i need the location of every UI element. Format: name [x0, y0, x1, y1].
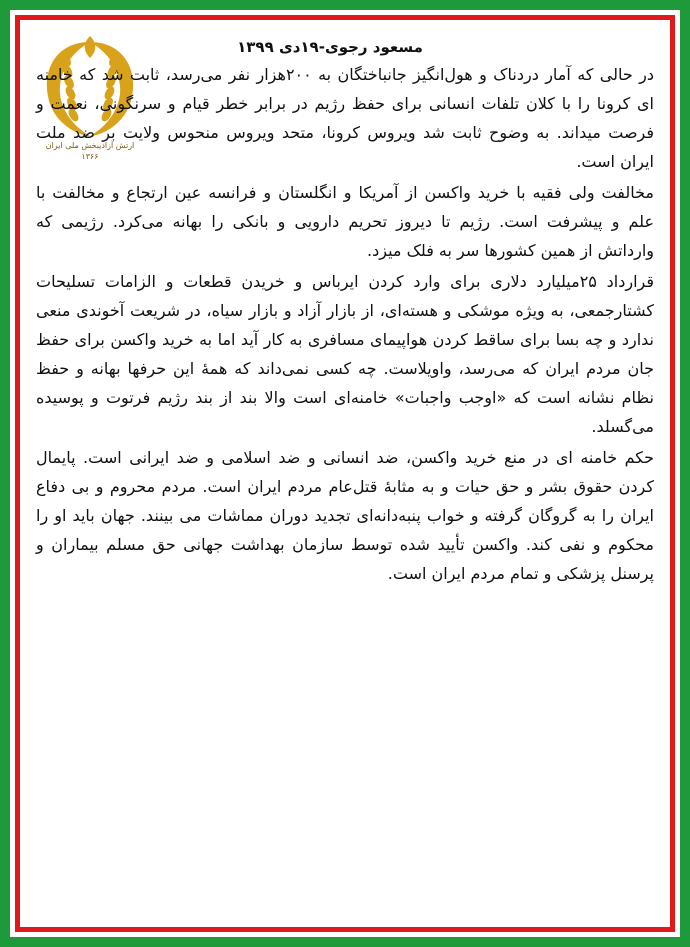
- paragraph: حکم خامنه ای در منع خرید واکسن، ضد انسانی و ضد اسلامی و ضد ایرانی است. پایمال کردن حقوق بشر و حق حیات و به مثابهٔ قتل‌عام مردم ایران است. مردم محروم و بی دفاع ایران را به گروگان گرفته و خواب پنبه‌دانه‌ای تجدید دوران مماشات می بینند. جهان باید او را محکوم و نفی کند. واکسن تأیید شده توسط سازمان بهداشت جهانی حق مسلم بیماران و پرسنل پزشکی و تمام مردم ایران است.: [36, 448, 654, 583]
- frame-green-right: [680, 0, 690, 947]
- paragraph: در حالی که آمار دردناک و هول‌انگیز جانباختگان به ۲۰۰هزار نفر می‌رسد، ثابت شد که خامنه ای کرونا را با کلان تلفات انسانی برای حفظ رژیم در برابر خطر قیام و سرنگونی، نعمت و فرصت میداند. به وضوح ثابت شد ویروس کرونا، متحد ویروس منحوس ولایت بر ضد ملت ایران است.: [36, 65, 654, 171]
- logo-caption-name: ارتش آزادیبخش ملی ایران: [45, 141, 135, 150]
- wreath-top-leaf: [85, 36, 96, 58]
- statement-body: [36, 60, 654, 588]
- paragraph: مخالفت ولی فقیه با خرید واکسن از آمریکا و انگلستان و فرانسه عین ارتجاع و مخالفت با علم و پیشرفت است. رژیم تا دیروز تحریم دارویی و بانکی را بهانه می‌کرد. رژیمی که وارداتش از همین کشورها سر به فلک میزد.: [36, 183, 654, 260]
- frame-green-bottom: [0, 937, 690, 947]
- frame-green-left: [0, 0, 10, 947]
- statement-title: مسعود رجوی-۱۹دی ۱۳۹۹: [237, 38, 423, 56]
- frame-green-top: [0, 0, 690, 10]
- statement-panel: [20, 20, 670, 927]
- logo-caption-year: ۱۳۶۶: [81, 152, 99, 161]
- paragraph: قرارداد ۲۵میلیارد دلاری برای وارد کردن ایرباس و خریدن قطعات و الزامات تسلیحات کشتارجمعی، به ویژه موشکی و هسته‌ای، از بازار آزاد و بازار سیاه، در شریعت آخوندی منعی ندارد و چه بسا برای ساقط کردن هواپیمای مسافری به کار آید اما به خرید واکسن برای حفظ جان مردم ایران که می‌رسد، واویلاست. چه کسی نمی‌داند که همهٔ این حرفها بهانه و حفظ نظام نشانه است که «اوجب واجبات» خامنه‌ای است والا بند از بند رژیم فرتوت و پوسیده می‌گسلد.: [36, 272, 654, 436]
